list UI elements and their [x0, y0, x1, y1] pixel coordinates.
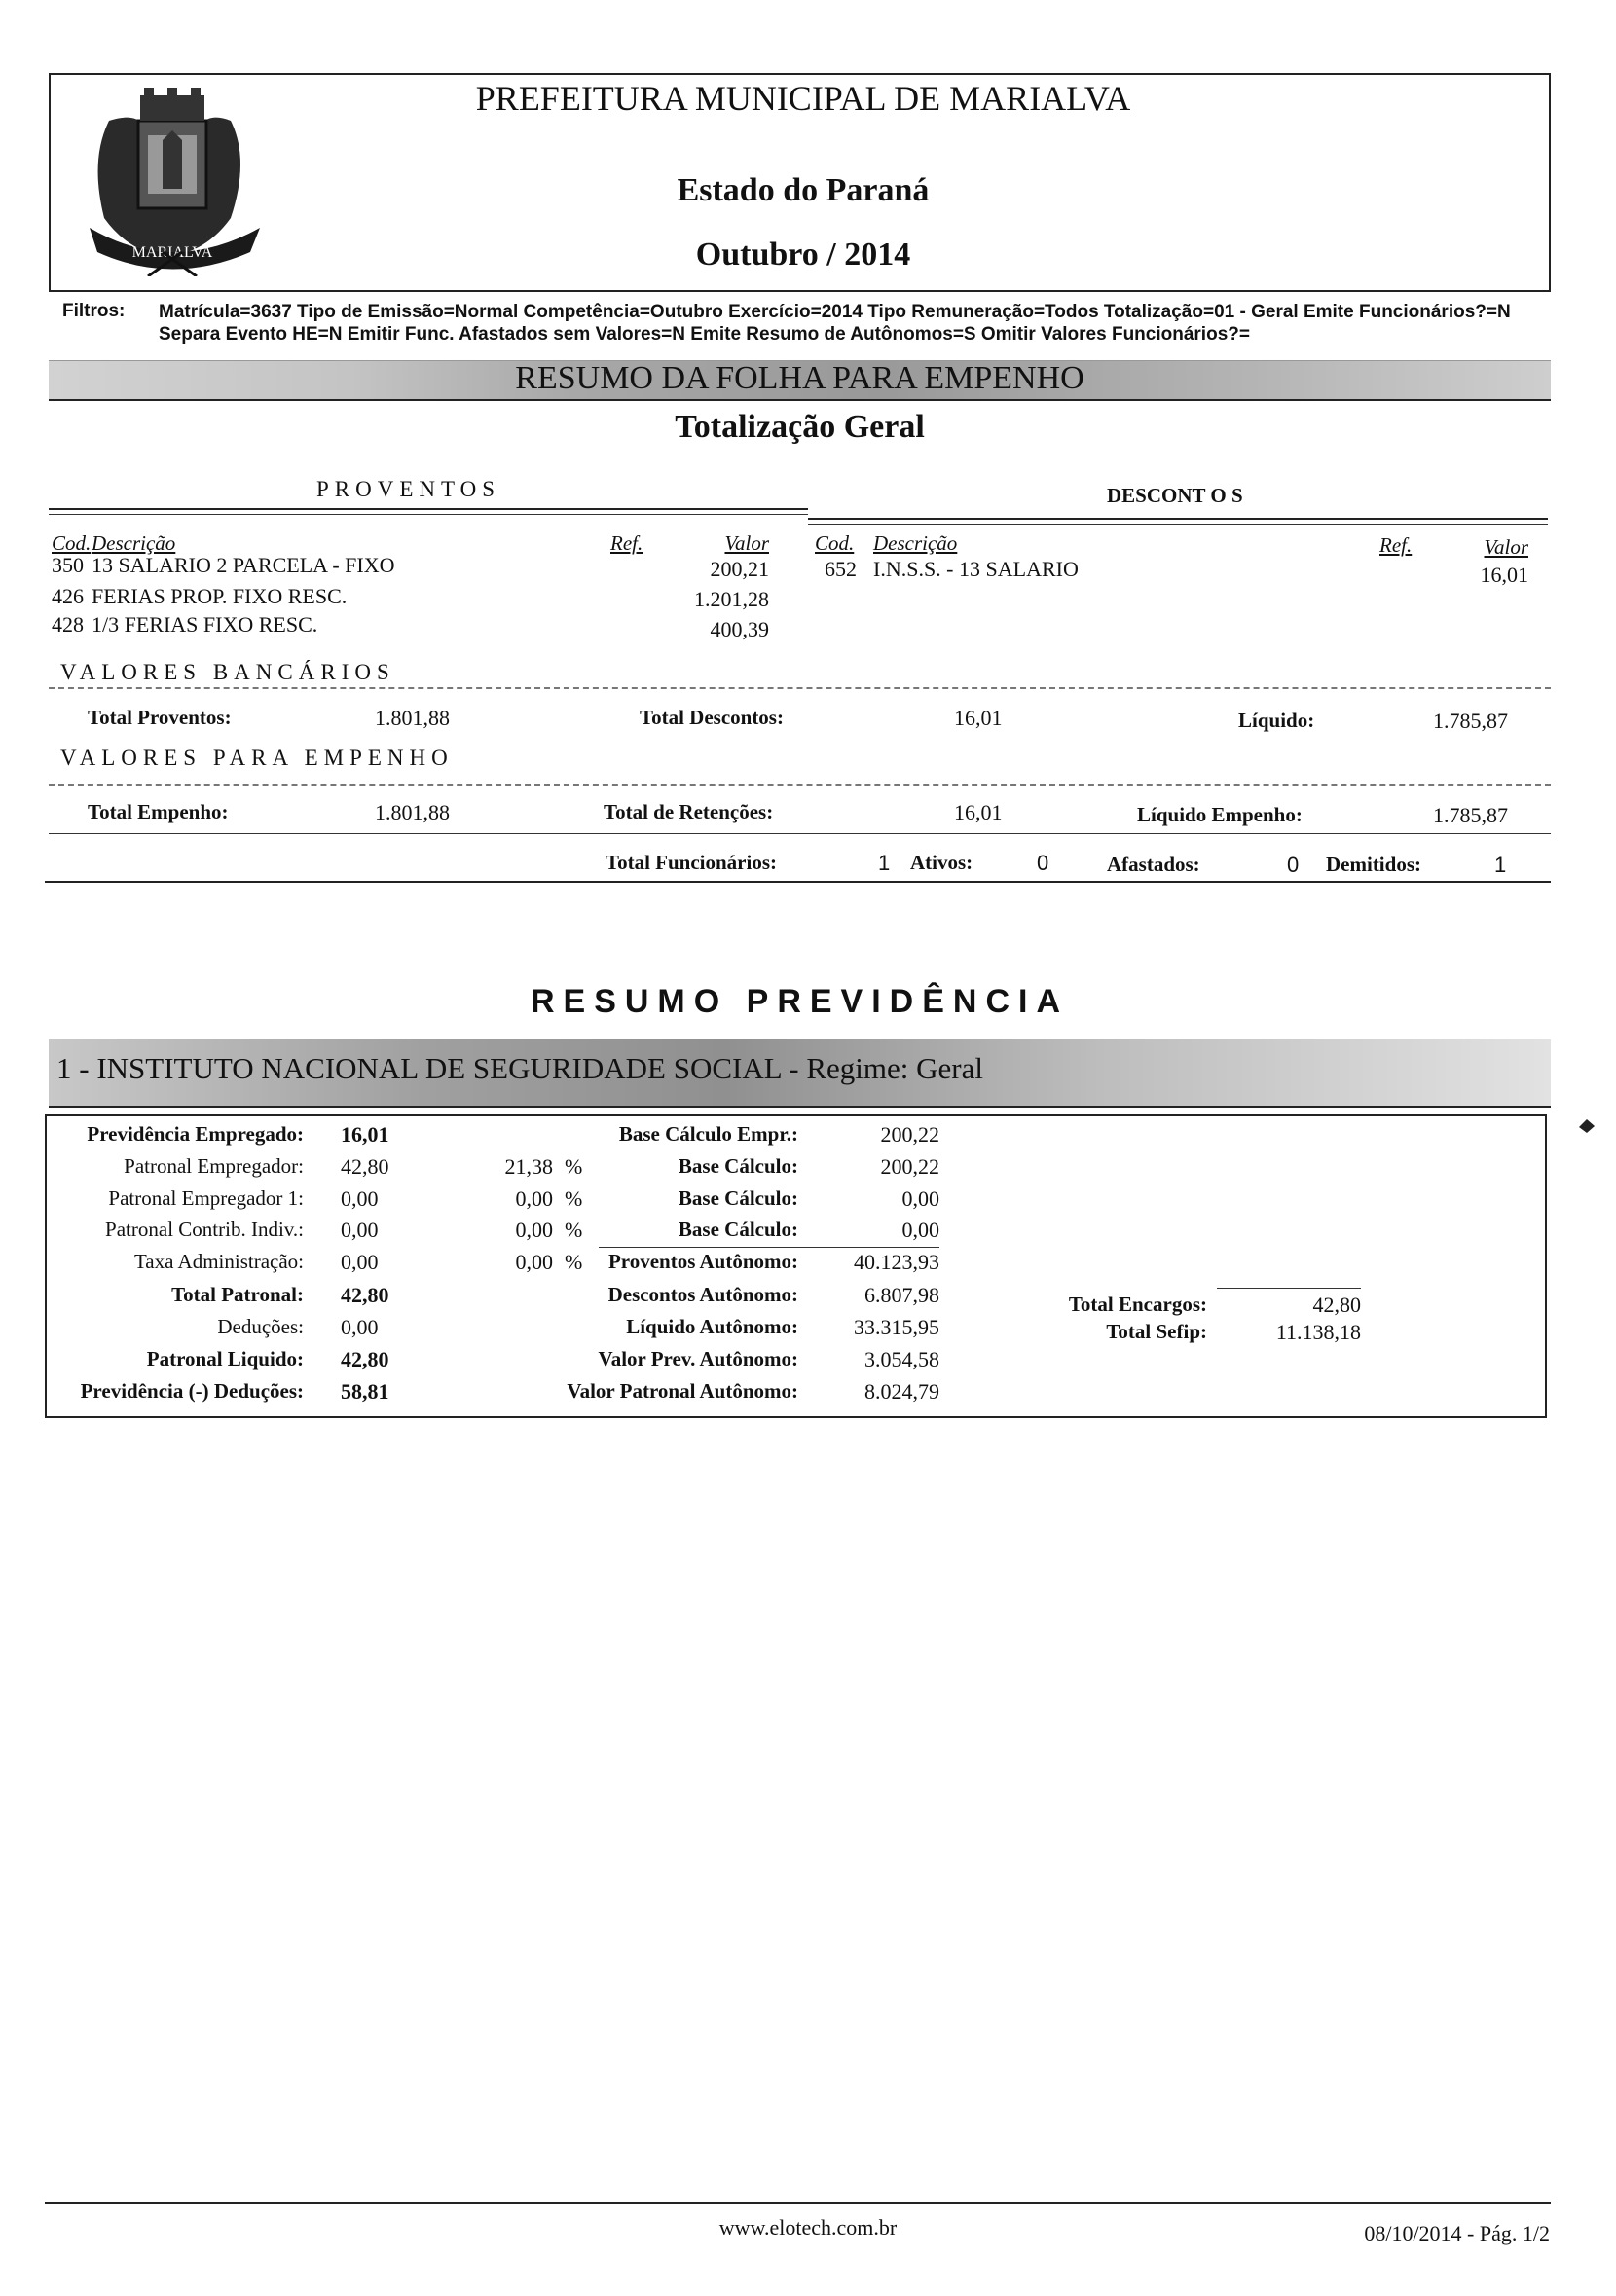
prev-mid-value: 200,22: [880, 1154, 939, 1179]
prev-mid-value: 0,00: [901, 1186, 939, 1211]
proventos-col-valor: Valor: [724, 531, 769, 555]
proventos-col-cod: Cod.: [52, 531, 92, 555]
period-label: Outubro / 2014: [695, 237, 911, 273]
total-funcionarios-label: Total Funcionários:: [606, 851, 777, 874]
footer-rule: [45, 2202, 1551, 2204]
prev-mid-label: Base Cálculo:: [678, 1154, 798, 1178]
descontos-row-valor: 16,01: [1480, 563, 1528, 587]
proventos-row-desc: 13 SALARIO 2 PARCELA - FIXO: [92, 553, 395, 577]
logo-banner-text: MARIALVA: [131, 244, 213, 261]
prev-left-label: Patronal Liquido:: [146, 1347, 304, 1370]
prev-left-label: Deduções:: [217, 1315, 304, 1338]
liquido-label: Líquido:: [1238, 709, 1315, 732]
descontos-col-desc: Descrição: [873, 531, 958, 555]
afastados-label: Afastados:: [1107, 853, 1200, 876]
demitidos-label: Demitidos:: [1326, 853, 1421, 876]
prev-mid-label: Valor Patronal Autônomo:: [567, 1379, 798, 1403]
total-descontos-value: 16,01: [954, 706, 1003, 730]
total-funcionarios-value: 1: [878, 851, 891, 875]
proventos-col-ref: Ref.: [610, 531, 643, 555]
descontos-col-cod: Cod.: [815, 531, 855, 555]
prev-percent-sign: %: [565, 1186, 583, 1211]
prev-percent-value: 0,00: [515, 1218, 553, 1242]
prev-left-label: Patronal Contrib. Indiv.:: [105, 1218, 304, 1241]
base-calculo-rule: [599, 1247, 939, 1248]
descontos-row-cod: 652: [825, 557, 857, 581]
prev-left-value: 42,80: [341, 1154, 389, 1179]
prev-left-value: 0,00: [341, 1186, 379, 1211]
empenho-bottom-rule: [49, 833, 1551, 834]
filters-label: Filtros:: [62, 301, 126, 321]
prev-mid-value: 0,00: [901, 1218, 939, 1242]
liquido-empenho-label: Líquido Empenho:: [1137, 803, 1303, 826]
prev-left-value: 0,00: [341, 1218, 379, 1242]
valores-empenho-heading: VALORES PARA EMPENHO: [60, 746, 454, 770]
footer-url: www.elotech.com.br: [718, 2215, 898, 2240]
descontos-col-ref: Ref.: [1379, 533, 1413, 557]
state-name: Estado do Paraná: [677, 172, 930, 208]
prev-mid-label: Base Cálculo Empr.:: [618, 1122, 798, 1146]
prev-left-value: 16,01: [341, 1122, 389, 1147]
funcionarios-bottom-rule: [45, 881, 1551, 883]
total-retencoes-label: Total de Retenções:: [604, 800, 774, 823]
prev-left-value: 42,80: [341, 1347, 389, 1371]
prev-left-label: Previdência Empregado:: [87, 1122, 304, 1146]
prev-mid-value: 8.024,79: [864, 1379, 939, 1403]
page-title: PREFEITURA MUNICIPAL DE MARIALVA: [475, 79, 1131, 118]
previdencia-title: RESUMO PREVIDÊNCIA: [530, 983, 1070, 1020]
proventos-row-cod: 350: [52, 553, 84, 577]
afastados-value: 0: [1287, 853, 1300, 877]
total-sefip-label: Total Sefip:: [1106, 1320, 1207, 1343]
total-proventos-label: Total Proventos:: [88, 706, 232, 729]
proventos-row-valor: 200,21: [710, 557, 769, 581]
proventos-row-cod: 426: [52, 584, 84, 608]
proventos-row-valor: 1.201,28: [694, 587, 769, 611]
descontos-heading: DESCONT O S: [1107, 484, 1243, 507]
prev-percent-sign: %: [565, 1218, 583, 1242]
municipal-logo: [70, 82, 275, 276]
prev-mid-value: 6.807,98: [864, 1283, 939, 1307]
total-sefip-value: 11.138,18: [1275, 1320, 1361, 1344]
prev-percent-value: 21,38: [504, 1154, 553, 1179]
prev-mid-label: Base Cálculo:: [678, 1218, 798, 1241]
prev-mid-label: Base Cálculo:: [678, 1186, 798, 1210]
prev-left-value: 58,81: [341, 1379, 389, 1403]
ativos-label: Ativos:: [910, 851, 973, 874]
total-descontos-label: Total Descontos:: [640, 706, 784, 729]
prev-left-label: Previdência (-) Deduções:: [80, 1379, 304, 1403]
proventos-row-valor: 400,39: [710, 617, 769, 641]
liquido-value: 1.785,87: [1433, 709, 1508, 733]
valores-bancarios-divider: [49, 687, 1551, 689]
descontos-row-desc: I.N.S.S. - 13 SALARIO: [873, 557, 1079, 581]
prev-mid-value: 200,22: [880, 1122, 939, 1147]
prev-percent-value: 0,00: [515, 1250, 553, 1274]
prev-left-label: Taxa Administração:: [133, 1250, 304, 1273]
prev-mid-value: 33.315,95: [854, 1315, 939, 1339]
descontos-col-valor: Valor: [1484, 535, 1528, 559]
prev-mid-label: Líquido Autônomo:: [626, 1315, 798, 1338]
prev-mid-label: Proventos Autônomo:: [607, 1250, 798, 1273]
descontos-rule-2: [808, 524, 1548, 525]
proventos-row-desc: FERIAS PROP. FIXO RESC.: [92, 584, 348, 608]
liquido-empenho-value: 1.785,87: [1433, 803, 1508, 827]
total-encargos-rule: [1217, 1288, 1361, 1289]
total-empenho-label: Total Empenho:: [88, 800, 229, 823]
prev-mid-label: Valor Prev. Autônomo:: [598, 1347, 798, 1370]
resumo-title: RESUMO DA FOLHA PARA EMPENHO: [515, 360, 1084, 396]
prev-left-label: Patronal Empregador:: [124, 1154, 304, 1178]
prev-left-value: 0,00: [341, 1250, 379, 1274]
prev-percent-value: 0,00: [515, 1186, 553, 1211]
scan-mark-icon: [1577, 1117, 1597, 1135]
total-empenho-value: 1.801,88: [375, 800, 450, 824]
prev-mid-value: 40.123,93: [854, 1250, 939, 1274]
prev-mid-label: Descontos Autônomo:: [607, 1283, 798, 1306]
filters-text: Matrícula=3637 Tipo de Emissão=Normal Competência=Outubro Exercício=2014 Tipo Remuneração=Todos Totalização=01 - Geral Emite Funcionários?=N Separa Evento HE=N Emitir Func. Afastados sem Valores=N Emite Resumo de Autônomos=S Omitir Valores Funcionários?=: [159, 302, 1511, 345]
resumo-subtitle: Totalização Geral: [675, 409, 925, 445]
prev-left-label: Patronal Empregador 1:: [108, 1186, 304, 1210]
valores-bancarios-heading: VALORES BANCÁRIOS: [60, 660, 395, 684]
descontos-rule-1: [808, 518, 1548, 520]
total-proventos-value: 1.801,88: [375, 706, 450, 730]
prev-left-value: 0,00: [341, 1315, 379, 1339]
total-encargos-label: Total Encargos:: [1068, 1293, 1207, 1316]
prev-percent-sign: %: [565, 1250, 583, 1274]
proventos-row-desc: 1/3 FERIAS FIXO RESC.: [92, 612, 318, 637]
previdencia-banner-text: 1 - INSTITUTO NACIONAL DE SEGURIDADE SOCIAL - Regime: Geral: [56, 1051, 983, 1085]
proventos-rule-1: [49, 508, 808, 510]
demitidos-value: 1: [1494, 853, 1507, 877]
prev-left-value: 42,80: [341, 1283, 389, 1307]
total-retencoes-value: 16,01: [954, 800, 1003, 824]
total-encargos-value: 42,80: [1312, 1293, 1361, 1317]
proventos-rule-2: [49, 514, 808, 515]
ativos-value: 0: [1037, 851, 1049, 875]
prev-mid-value: 3.054,58: [864, 1347, 939, 1371]
proventos-heading: PROVENTOS: [316, 477, 501, 501]
proventos-col-desc: Descrição: [92, 531, 176, 555]
footer-page: 08/10/2014 - Pág. 1/2: [1364, 2221, 1550, 2245]
proventos-row-cod: 428: [52, 612, 84, 637]
valores-empenho-divider: [49, 784, 1551, 786]
prev-percent-sign: %: [565, 1154, 583, 1179]
prev-left-label: Total Patronal:: [171, 1283, 304, 1306]
